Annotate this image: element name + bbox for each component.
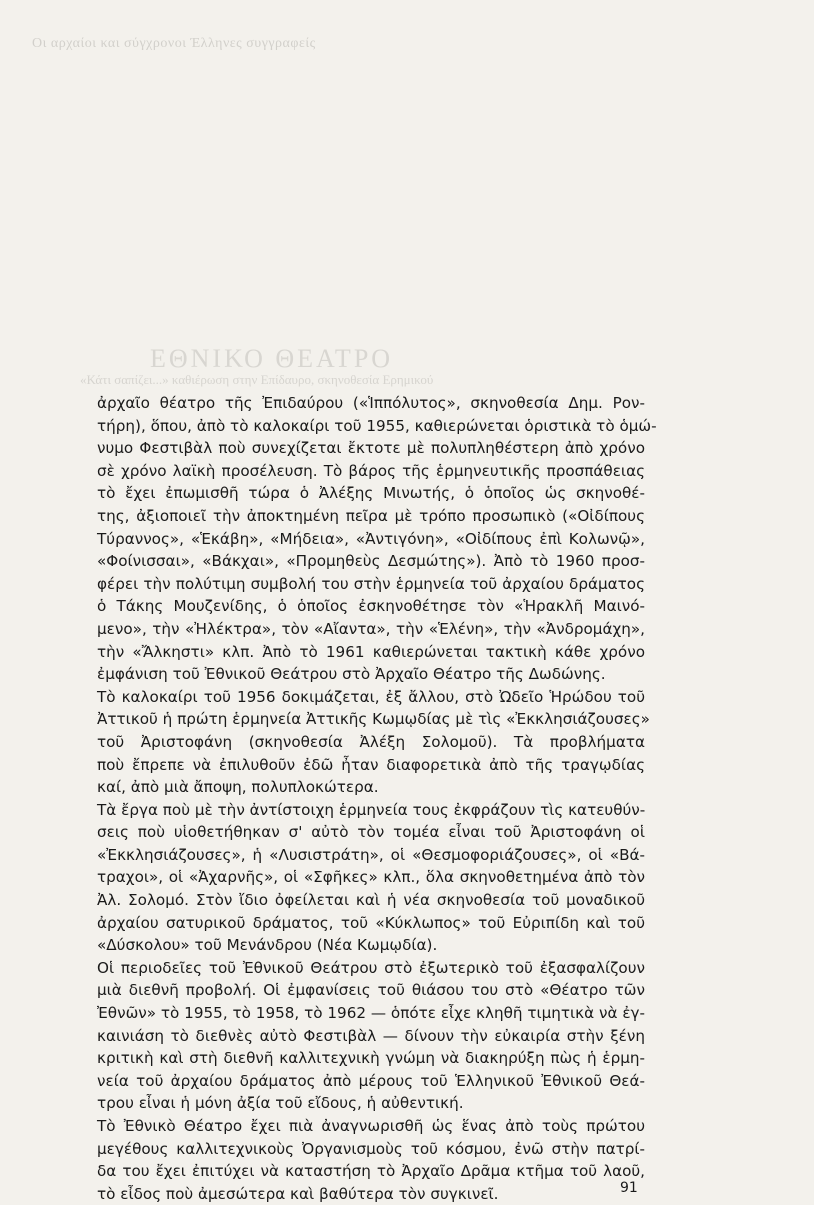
text-line: ποὺ ἔπρεπε νὰ ἐπιλυθοῦν ἐδῶ ἦταν διαφορετικὰ ἀπὸ τῆς τραγῳδίας: [97, 755, 645, 774]
show-through-heading: ΕΘΝΙΚΟ ΘΕΑΤΡΟ: [150, 344, 394, 373]
show-through-caption: «Κάτι σαπίζει...» καθιέρωση στην Επίδαυρο, σκηνοθεσία Ερημικού: [80, 372, 434, 387]
text-line: Τὰ ἔργα ποὺ μὲ τὴν ἀντίστοιχη ἑρμηνεία τους ἐκφράζουν τὶς κατευθύν-: [97, 800, 646, 819]
text-line: Ἀλ. Σολομό. Στὸν ἴδιο ὀφείλεται καὶ ἡ νέα σκηνοθεσία τοῦ μοναδικοῦ: [97, 891, 645, 910]
text-line: ἀρχαῖο θέατρο τῆς Ἐπιδαύρου («Ἱππόλυτος», σκηνοθεσία Δημ. Ρον-: [97, 394, 645, 412]
text-line: Ἐθνῶν» τὸ 1955, τὸ 1958, τὸ 1962 — ὁπότε εἶχε κληθῆ τιμητικὰ νὰ ἐγ-: [97, 1004, 645, 1023]
text-line: της, ἀξιοποιεῖ τὴν ἀποκτημένη πεῖρα μὲ τρόπο προσωπικὸ («Οἰδίπους: [97, 506, 645, 525]
text-line: σὲ χρόνο λαϊκὴ προσέλευση. Τὸ βάρος τῆς ἑρμηνευτικῆς προσπάθειας: [97, 461, 645, 480]
body-text: [97, 392, 657, 1205]
text-line: μεγέθους καλλιτεχνικοὺς Ὀργανισμοὺς τοῦ κόσμου, ἐνῶ στὴν πατρί-: [97, 1139, 645, 1158]
text-line: τὸ εἶδος ποὺ ἀμεσώτερα καὶ βαθύτερα τὸν συγκινεῖ.: [97, 1184, 499, 1203]
text-line: φέρει τὴν πολύτιμη συμβολή του στὴν ἑρμηνεία τοῦ ἀρχαίου δράματος: [97, 574, 645, 593]
text-line: σεις ποὺ υἱοθετήθηκαν σ' αὐτὸ τὸν τομέα εἶναι τοῦ Ἀριστοφάνη οἱ: [97, 823, 645, 842]
text-line: ὁ Τάκης Μουζενίδης, ὁ ὁποῖος ἐσκηνοθέτησε τὸν «Ἡρακλῆ Μαινό-: [97, 597, 645, 616]
text-line: τοῦ Ἀριστοφάνη (σκηνοθεσία Ἀλέξη Σολομοῦ). Τὰ προβλήματα: [97, 732, 645, 751]
page-number: 91: [620, 1180, 638, 1196]
text-line: δα του ἔχει ἐπιτύχει νὰ καταστήση τὸ Ἀρχαῖο Δρᾶμα κτῆμα τοῦ λαοῦ,: [97, 1162, 645, 1181]
text-line: μιὰ διεθνῆ προβολή. Οἱ ἐμφανίσεις τοῦ θιάσου του στὸ «Θέατρο τῶν: [97, 981, 645, 1000]
text-line: νεία τοῦ ἀρχαίου δράματος ἀπὸ μέρους τοῦ Ἑλληνικοῦ Ἐθνικοῦ Θεά-: [97, 1071, 645, 1090]
text-line: κριτικὴ καὶ στὴ διεθνῆ καλλιτεχνικὴ γνώμη νὰ διακηρύξη πὼς ἡ ἑρμη-: [97, 1049, 645, 1068]
text-line: Τὸ καλοκαίρι τοῦ 1956 δοκιμάζεται, ἐξ ἄλλου, στὸ Ὠδεῖο Ἡρώδου τοῦ: [97, 687, 645, 706]
text-line: καινιάση τὸ διεθνὲς αὐτὸ Φεστιβὰλ — δίνουν τὴν εὐκαιρία στὴν ξένη: [97, 1026, 645, 1045]
text-line: τρου εἶναι ἡ μόνη ἀξία τοῦ εἴδους, ἡ αὐθεντική.: [97, 1094, 464, 1113]
text-line: Τὸ Ἐθνικὸ Θέατρο ἔχει πιὰ ἀναγνωρισθῆ ὡς ἕνας ἀπὸ τοὺς πρώτου: [97, 1117, 645, 1135]
text-line: νυμο Φεστιβὰλ ποὺ συνεχίζεται ἔκτοτε μὲ πολυπληθέστερη ἀπὸ χρόνο: [97, 439, 645, 458]
text-line: Ἀττικοῦ ἡ πρώτη ἑρμηνεία Ἀττικῆς Κωμῳδίας μὲ τὶς «Ἐκκλησιάζουσες»: [97, 710, 650, 729]
text-line: καί, ἀπὸ μιὰ ἄποψη, πολυπλοκώτερα.: [97, 778, 379, 797]
text-line: μενο», τὴν «Ἠλέκτρα», τὸν «Αἴαντα», τὴν «Ἑλένη», τὴν «Ἀνδρομάχη»,: [97, 619, 645, 638]
text-line: «Ἐκκλησιάζουσες», ἡ «Λυσιστράτη», οἱ «Θεσμοφοριάζουσες», οἱ «Βά-: [97, 845, 645, 864]
text-line: «Φοίνισσαι», «Βάκχαι», «Προμηθεὺς Δεσμώτης»). Ἀπὸ τὸ 1960 προσ-: [97, 552, 645, 571]
text-line: τὸ ἔχει ἐπωμισθῆ τώρα ὁ Ἀλέξης Μινωτής, ὁ ὁποῖος ὡς σκηνοθέ-: [97, 484, 645, 503]
text-line: ἀρχαίου σατυρικοῦ δράματος, τοῦ «Κύκλωπος» τοῦ Εὐριπίδη καὶ τοῦ: [97, 913, 645, 932]
text-line: «Δύσκολου» τοῦ Μενάνδρου (Νέα Κωμῳδία).: [97, 936, 438, 955]
text-line: ἐμφάνιση τοῦ Ἐθνικοῦ Θεάτρου στὸ Ἀρχαῖο Θέατρο τῆς Δωδώνης.: [97, 665, 606, 684]
text-line: Οἱ περιοδεῖες τοῦ Ἐθνικοῦ Θεάτρου στὸ ἐξωτερικὸ τοῦ ἐξασφαλίζουν: [97, 958, 645, 977]
text-line: τραχοι», οἱ «Ἀχαρνῆς», οἱ «Σφῆκες» κλπ., ὅλα σκηνοθετημένα ἀπὸ τὸν: [97, 868, 645, 887]
text-line: Τύραννος», «Ἑκάβη», «Μήδεια», «Ἀντιγόνη», «Οἰδίπους ἐπὶ Κολωνῷ»,: [97, 529, 645, 548]
show-through-text-top: Οι αρχαίοι και σύγχρονοι Έλληνες συγγραφείς: [32, 36, 316, 51]
text-line: τὴν «Ἄλκηστι» κλπ. Ἀπὸ τὸ 1961 καθιερώνεται τακτικὴ κάθε χρόνο: [97, 642, 645, 661]
text-line: τήρη), ὅπου, ἀπὸ τὸ καλοκαίρι τοῦ 1955, καθιερώνεται ὁριστικὰ τὸ ὁμώ-: [97, 416, 657, 435]
